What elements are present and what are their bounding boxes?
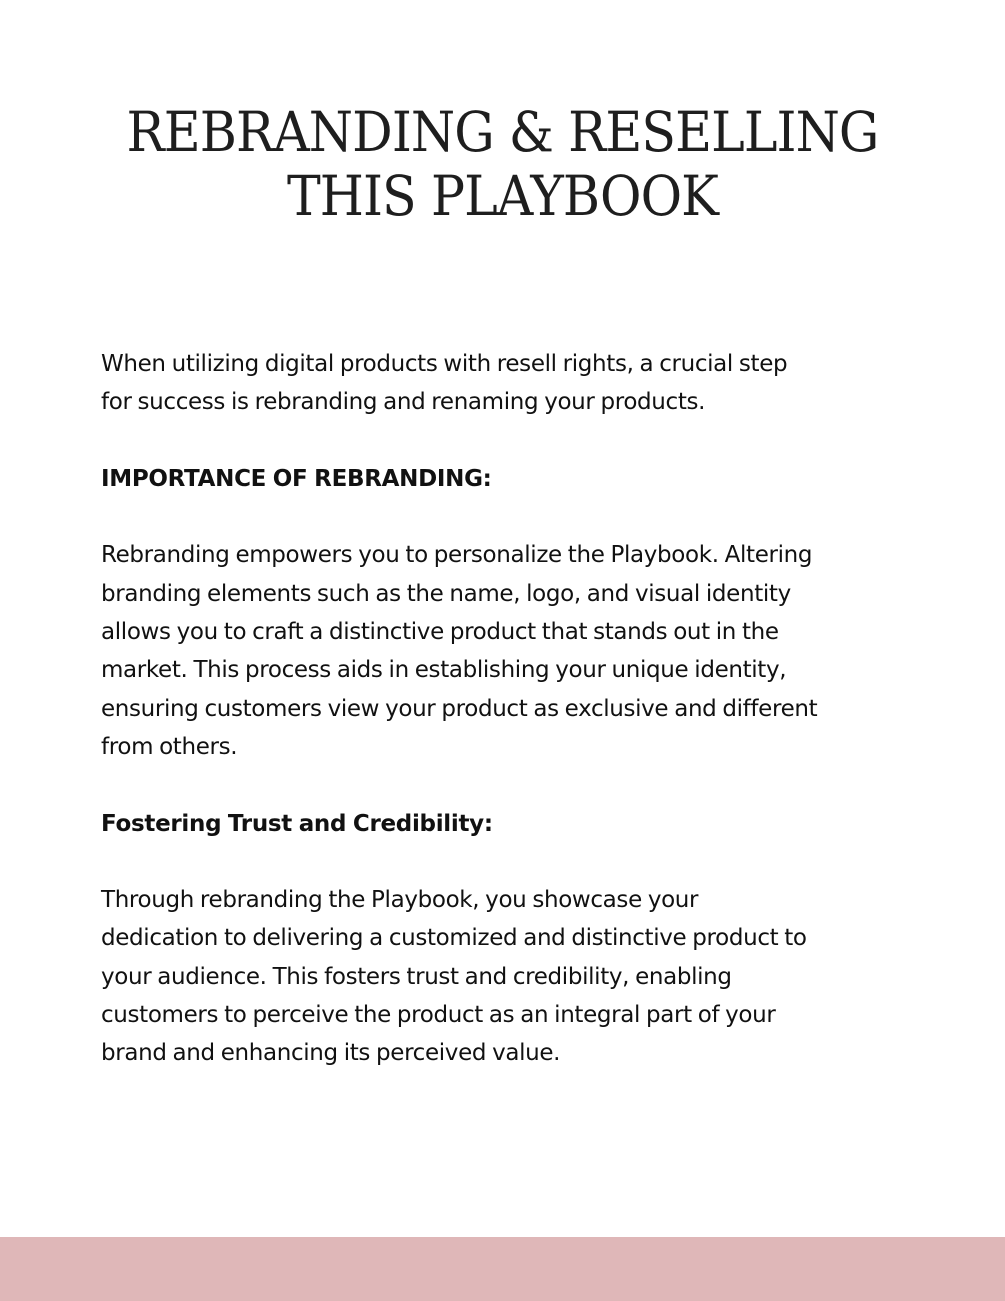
spacer xyxy=(101,422,921,460)
section1-line-2: branding elements such as the name, logo, and visual identity xyxy=(101,580,791,607)
section2-line-3: your audience. This fosters trust and credibility, enabling xyxy=(101,963,732,990)
section2-line-5: brand and enhancing its perceived value. xyxy=(101,1040,561,1067)
footer-band xyxy=(0,1237,1005,1301)
section-heading-trust: Fostering Trust and Credibility: xyxy=(101,810,493,837)
section1-line-5: ensuring customers view your product as exclusive and different xyxy=(101,695,818,722)
page-title-line-2: THIS PLAYBOOK xyxy=(286,164,719,228)
intro-line-2: for success is rebranding and renaming your products. xyxy=(101,389,706,416)
section1-line-3: allows you to craft a distinctive product that stands out in the xyxy=(101,619,779,646)
section2-line-1: Through rebranding the Playbook, you showcase your xyxy=(101,887,699,914)
section1-line-1: Rebranding empowers you to personalize the Playbook. Altering xyxy=(101,542,813,569)
section1-line-6: from others. xyxy=(101,733,238,760)
spacer xyxy=(101,843,921,881)
section2-line-4: customers to perceive the product as an integral part of your xyxy=(101,1002,776,1029)
section-heading-importance: IMPORTANCE OF REBRANDING: xyxy=(101,465,492,492)
section2-line-2: dedication to delivering a customized and distinctive product to xyxy=(101,925,807,952)
intro-line-1: When utilizing digital products with resell rights, a crucial step xyxy=(101,351,788,377)
page-title xyxy=(40,100,965,228)
spacer xyxy=(101,766,921,804)
body-content xyxy=(101,345,921,1073)
section1-line-4: market. This process aids in establishing your unique identity, xyxy=(101,657,787,684)
page-title-line-1: REBRANDING & RESELLING xyxy=(126,100,879,164)
spacer xyxy=(101,498,921,536)
